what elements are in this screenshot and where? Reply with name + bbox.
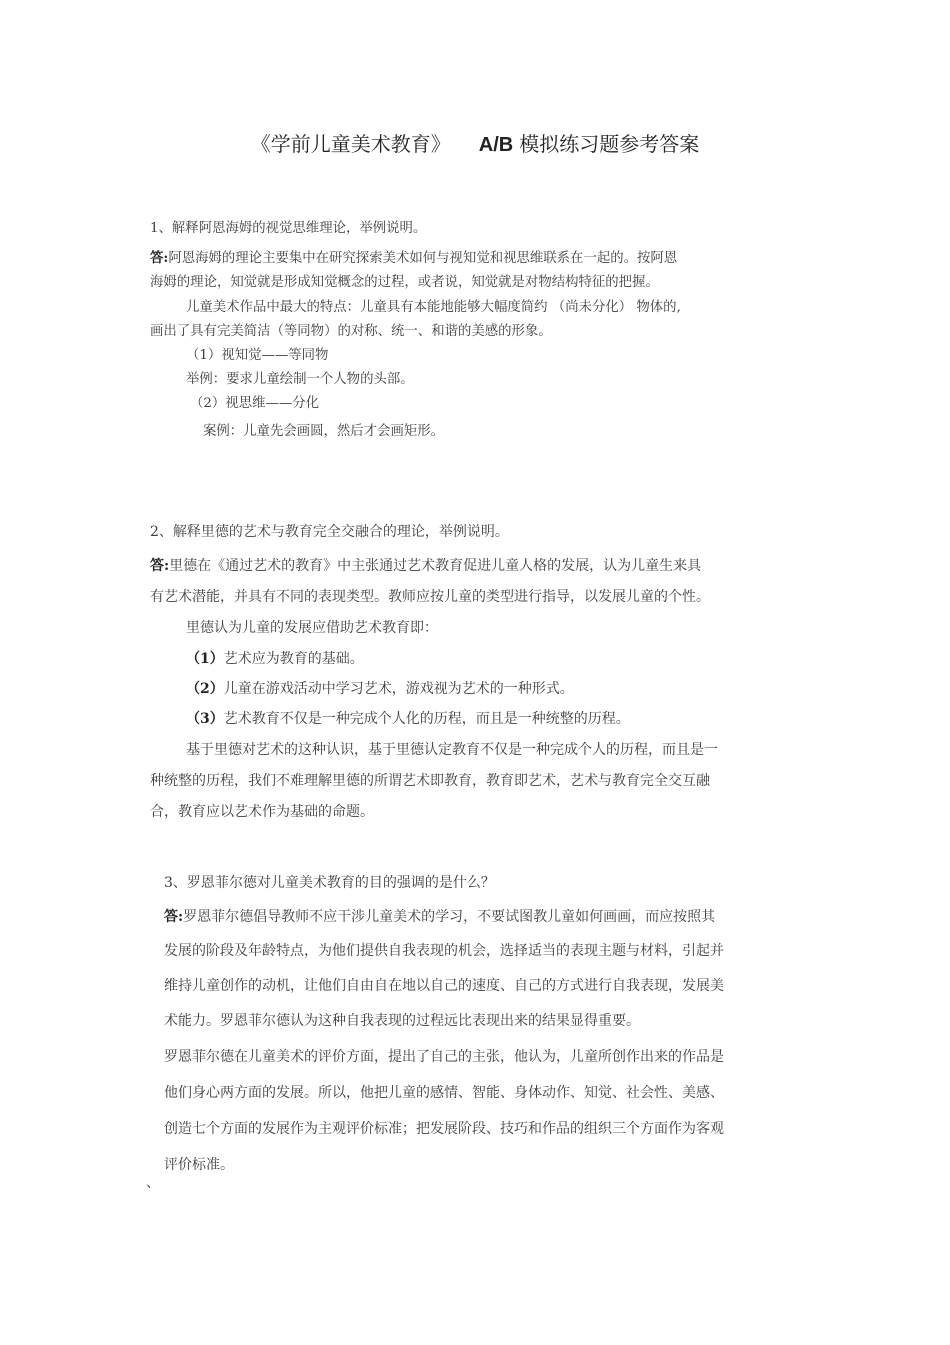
q3-answer-line-1 xyxy=(164,906,715,926)
q2-list-item-2 xyxy=(186,678,574,698)
title-ab: A/B xyxy=(478,134,514,156)
title-rest: 模拟练习题参考答案 xyxy=(519,132,700,156)
q2-item-3-number: （3） xyxy=(186,711,224,727)
trailing-punctuation-mark: 、 xyxy=(146,1175,160,1191)
q2-answer-line-2: 有艺术潜能，并具有不同的表现类型。教师应按儿童的类型进行指导，以发展儿童的个性。 xyxy=(150,589,710,605)
q3-answer-line-8: 评价标准。 xyxy=(164,1157,234,1173)
q1-answer-line-7: （2）视思维——分化 xyxy=(190,396,320,411)
q2-answer-line-5: 种统整的历程，我们不难理解里德的所谓艺术即教育，教育即艺术，艺术与教育完全交互融 xyxy=(150,773,710,789)
q3-answer-line-6: 他们身心两方面的发展。所以，他把儿童的感情、智能、身体动作、知觉、社会性、美感、 xyxy=(164,1085,724,1101)
q2-item-1-text: 艺术应为教育的基础。 xyxy=(223,651,364,667)
q2-item-2-number: （2） xyxy=(186,681,224,697)
q3-answer-line-3: 维持儿童创作的动机，让他们自由自在地以自己的速度、自己的方式进行自我表现，发展美 xyxy=(164,978,724,994)
q1-answer-line-3: 儿童美术作品中最大的特点：儿童具有本能地能够大幅度简约 （尚未分化） 物体的, xyxy=(186,300,681,315)
q3-question: 3、罗恩菲尔德对儿童美术教育的目的强调的是什么？ xyxy=(164,875,495,891)
q1-answer-line-4: 画出了具有完美简洁（等同物）的对称、统一、和谐的美感的形象。 xyxy=(150,324,552,339)
q3-answer-line-7: 创造七个方面的发展作为主观评价标准；把发展阶段、技巧和作品的组织三个方面作为客观 xyxy=(164,1121,724,1137)
title-main: 《学前儿童美术教育》 xyxy=(250,132,451,156)
q2-question: 2、解释里德的艺术与教育完全交融合的理论，举例说明。 xyxy=(150,524,509,540)
q3-answer-line-4: 术能力。罗恩菲尔德认为这种自我表现的过程远比表现出来的结果显得重要。 xyxy=(164,1013,640,1029)
q2-item-1-number: （1） xyxy=(186,651,224,667)
q2-answer-line-3: 里德认为儿童的发展应借助艺术教育即： xyxy=(186,620,438,636)
q1-answer-line-6: 举例：要求儿童绘制一个人物的头部。 xyxy=(186,372,414,387)
q2-answer-line-4: 基于里德对艺术的这种认识，基于里德认定教育不仅是一种完成个人的历程，而且是一 xyxy=(186,742,718,758)
q2-answer-text-1: 里德在《通过艺术的教育》中主张通过艺术教育促进儿童人格的发展，认为儿童生来具 xyxy=(169,558,702,574)
q1-question: 1、解释阿恩海姆的视觉思维理论，举例说明。 xyxy=(150,221,427,236)
q2-list-item-1 xyxy=(186,648,364,668)
q3-answer-line-2: 发展的阶段及年龄特点，为他们提供自我表现的机会，选择适当的表现主题与材料，引起并 xyxy=(164,943,724,959)
q1-answer-label: 答: xyxy=(150,250,169,266)
q1-answer-line-1 xyxy=(150,247,677,266)
q2-item-2-text: 儿童在游戏活动中学习艺术，游戏视为艺术的一种形式。 xyxy=(223,681,574,697)
q1-answer-text-1: 阿恩海姆的理论主要集中在研究探索美术如何与视知觉和视思维联系在一起的。按阿恩 xyxy=(168,251,678,266)
q2-list-item-3 xyxy=(186,708,630,728)
q2-answer-line-1 xyxy=(150,555,701,575)
q2-answer-label: 答: xyxy=(150,558,170,574)
q1-answer-line-5: （1）视知觉——等同物 xyxy=(186,348,329,363)
q2-item-3-text: 艺术教育不仅是一种完成个人化的历程，而且是一种统整的历程。 xyxy=(223,711,630,727)
q1-answer-line-2: 海姆的理论，知觉就是形成知觉概念的过程，或者说，知觉就是对物结构特征的把握。 xyxy=(150,275,659,290)
q3-answer-text-1: 罗恩菲尔德倡导教师不应干涉儿童美术的学习，不要试图教儿童如何画画，而应按照其 xyxy=(183,909,716,925)
page-title xyxy=(0,128,950,157)
q3-answer-label: 答: xyxy=(164,909,184,925)
q3-answer-line-5: 罗恩菲尔德在儿童美术的评价方面，提出了自己的主张，他认为，儿童所创作出来的作品是 xyxy=(164,1049,724,1065)
q1-answer-line-8: 案例：儿童先会画圆，然后才会画矩形。 xyxy=(203,424,445,439)
q2-answer-line-6: 合，教育应以艺术作为基础的命题。 xyxy=(150,804,374,820)
